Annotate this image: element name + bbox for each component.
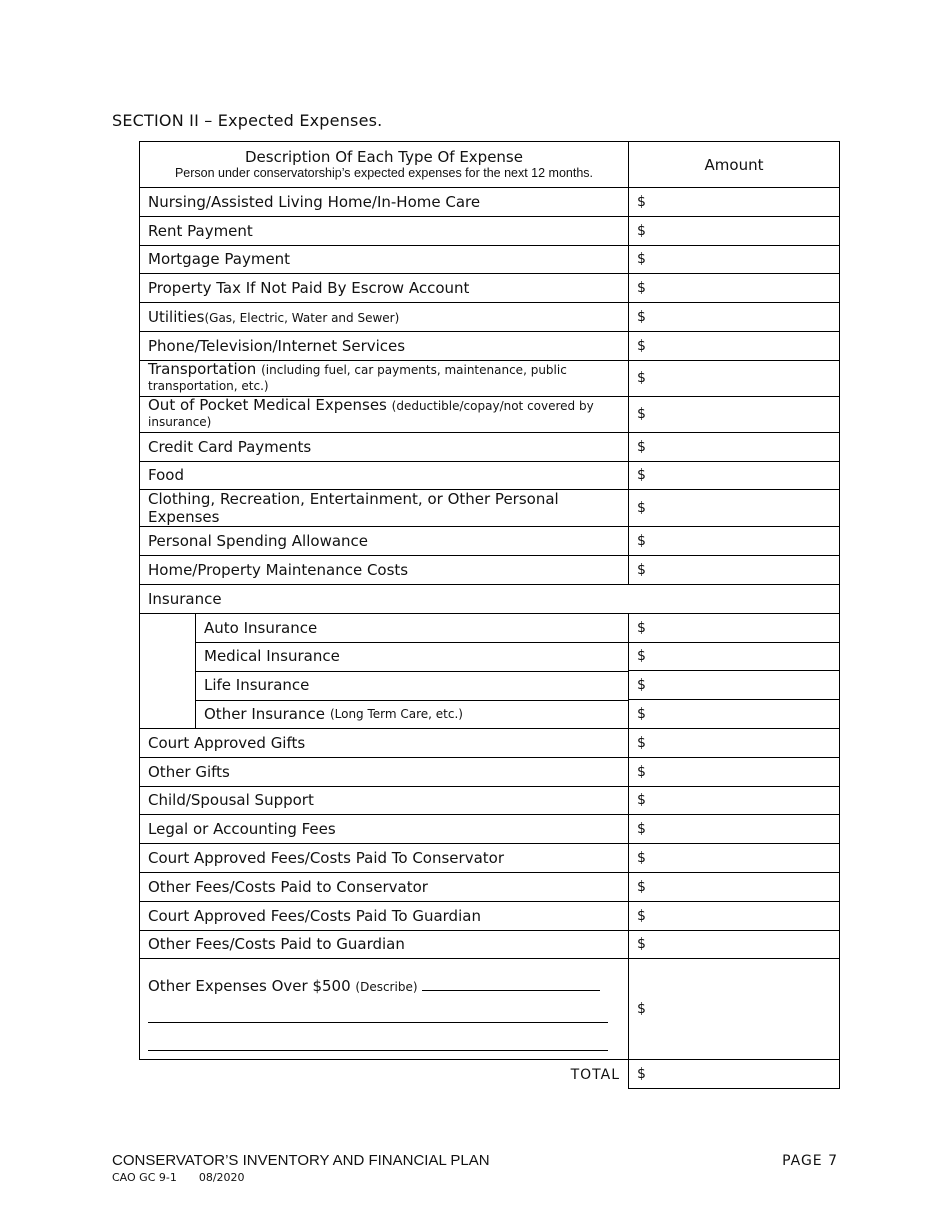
amount-field[interactable]: $ bbox=[629, 757, 840, 786]
table-row bbox=[140, 216, 840, 245]
expense-label: Other Gifts bbox=[140, 757, 629, 786]
total-amount-field[interactable]: $ bbox=[629, 1060, 840, 1089]
form-date: 08/2020 bbox=[198, 1171, 245, 1184]
table-row bbox=[140, 872, 840, 901]
total-row bbox=[140, 1060, 840, 1089]
description-header bbox=[140, 142, 629, 188]
insurance-heading-row bbox=[140, 584, 840, 613]
insurance-row bbox=[140, 642, 840, 671]
description-header-title: Description Of Each Type Of Expense bbox=[245, 148, 523, 166]
expense-note: (including fuel, car payments, maintenance, public transportation, etc.) bbox=[148, 363, 567, 394]
insurance-label: Medical Insurance bbox=[140, 642, 629, 671]
expense-label: Mortgage Payment bbox=[140, 245, 629, 274]
expense-label: Court Approved Fees/Costs Paid To Guardian bbox=[140, 901, 629, 930]
expense-label: Personal Spending Allowance bbox=[140, 527, 629, 556]
describe-line-2[interactable] bbox=[148, 1022, 608, 1023]
total-label: TOTAL bbox=[140, 1060, 629, 1089]
expense-label: Food bbox=[140, 461, 629, 490]
expense-label: Home/Property Maintenance Costs bbox=[140, 556, 629, 585]
expense-label: Utilities(Gas, Electric, Water and Sewer) bbox=[140, 303, 629, 332]
expense-label: Court Approved Fees/Costs Paid To Conservator bbox=[140, 844, 629, 873]
amount-field[interactable]: $ bbox=[629, 930, 840, 959]
description-header-subtitle: Person under conservatorship’s expected expenses for the next 12 months. bbox=[174, 166, 594, 180]
insurance-row bbox=[140, 613, 840, 642]
expense-label: Nursing/Assisted Living Home/In-Home Care bbox=[140, 188, 629, 217]
other-expenses-row bbox=[140, 959, 840, 1060]
expense-label: Rent Payment bbox=[140, 216, 629, 245]
expense-label: Property Tax If Not Paid By Escrow Account bbox=[140, 274, 629, 303]
table-row bbox=[140, 360, 840, 396]
amount-field[interactable]: $ bbox=[629, 613, 840, 642]
footer-form-info bbox=[112, 1171, 245, 1184]
expense-note: (Gas, Electric, Water and Sewer) bbox=[204, 311, 400, 326]
amount-field[interactable]: $ bbox=[629, 959, 840, 1060]
table-row bbox=[140, 757, 840, 786]
amount-field[interactable]: $ bbox=[629, 872, 840, 901]
expense-label: Other Fees/Costs Paid to Conservator bbox=[140, 872, 629, 901]
other-expenses-label: Other Expenses Over $500 bbox=[148, 977, 351, 996]
amount-field[interactable]: $ bbox=[629, 331, 840, 360]
expenses-table bbox=[139, 141, 840, 1089]
amount-field[interactable]: $ bbox=[629, 461, 840, 490]
amount-field[interactable]: $ bbox=[629, 815, 840, 844]
section-title: SECTION II – Expected Expenses. bbox=[112, 111, 383, 130]
amount-field[interactable]: $ bbox=[629, 432, 840, 461]
amount-field[interactable]: $ bbox=[629, 671, 840, 700]
table-row bbox=[140, 490, 840, 527]
table-header-row bbox=[140, 142, 840, 188]
table-row bbox=[140, 728, 840, 757]
expense-label: Court Approved Gifts bbox=[140, 728, 629, 757]
expense-label: Legal or Accounting Fees bbox=[140, 815, 629, 844]
expense-label: Transportation (including fuel, car payments, maintenance, public transportation, etc.) bbox=[140, 360, 629, 396]
amount-field[interactable]: $ bbox=[629, 303, 840, 332]
amount-field[interactable]: $ bbox=[629, 396, 840, 432]
table-row bbox=[140, 303, 840, 332]
amount-field[interactable]: $ bbox=[629, 216, 840, 245]
insurance-label: Life Insurance bbox=[140, 671, 629, 700]
amount-field[interactable]: $ bbox=[629, 360, 840, 396]
expense-label: Phone/Television/Internet Services bbox=[140, 331, 629, 360]
table-row bbox=[140, 527, 840, 556]
table-row bbox=[140, 245, 840, 274]
amount-header: Amount bbox=[629, 142, 840, 188]
amount-field[interactable]: $ bbox=[629, 490, 840, 527]
amount-field[interactable]: $ bbox=[629, 844, 840, 873]
amount-field[interactable]: $ bbox=[629, 728, 840, 757]
table-row bbox=[140, 461, 840, 490]
expense-note: (deductible/copay/not covered by insurance) bbox=[148, 399, 594, 430]
table-row bbox=[140, 188, 840, 217]
amount-field[interactable]: $ bbox=[629, 786, 840, 815]
amount-field[interactable]: $ bbox=[629, 901, 840, 930]
expense-label: Child/Spousal Support bbox=[140, 786, 629, 815]
table-row bbox=[140, 786, 840, 815]
insurance-label: Other Insurance (Long Term Care, etc.) bbox=[140, 700, 629, 729]
amount-field[interactable]: $ bbox=[629, 700, 840, 729]
table-row bbox=[140, 844, 840, 873]
table-row bbox=[140, 432, 840, 461]
other-expenses-note: (Describe) bbox=[355, 980, 418, 995]
amount-field[interactable]: $ bbox=[629, 642, 840, 671]
amount-field[interactable]: $ bbox=[629, 274, 840, 303]
table-row bbox=[140, 556, 840, 585]
amount-field[interactable]: $ bbox=[629, 245, 840, 274]
table-row bbox=[140, 331, 840, 360]
insurance-row bbox=[140, 671, 840, 700]
expense-note: (Long Term Care, etc.) bbox=[329, 706, 463, 721]
expense-label: Credit Card Payments bbox=[140, 432, 629, 461]
expense-label: Clothing, Recreation, Entertainment, or Other Personal Expenses bbox=[140, 490, 629, 527]
amount-field[interactable]: $ bbox=[629, 527, 840, 556]
describe-line-1[interactable] bbox=[422, 980, 600, 991]
page-number: PAGE 7 bbox=[782, 1153, 838, 1169]
form-id: CAO GC 9-1 bbox=[112, 1171, 177, 1184]
table-row bbox=[140, 396, 840, 432]
describe-line-3[interactable] bbox=[148, 1050, 608, 1051]
insurance-heading: Insurance bbox=[140, 584, 840, 613]
expense-label: Out of Pocket Medical Expenses (deductible/copay/not covered by insurance) bbox=[140, 396, 629, 432]
insurance-label: Auto Insurance bbox=[140, 613, 629, 642]
amount-field[interactable]: $ bbox=[629, 188, 840, 217]
insurance-row bbox=[140, 700, 840, 729]
table-row bbox=[140, 274, 840, 303]
expense-label: Other Fees/Costs Paid to Guardian bbox=[140, 930, 629, 959]
table-row bbox=[140, 815, 840, 844]
amount-field[interactable]: $ bbox=[629, 556, 840, 585]
other-expenses-cell bbox=[140, 959, 629, 1060]
table-row bbox=[140, 930, 840, 959]
footer-title: CONSERVATOR’S INVENTORY AND FINANCIAL PLAN bbox=[112, 1152, 490, 1169]
table-row bbox=[140, 901, 840, 930]
